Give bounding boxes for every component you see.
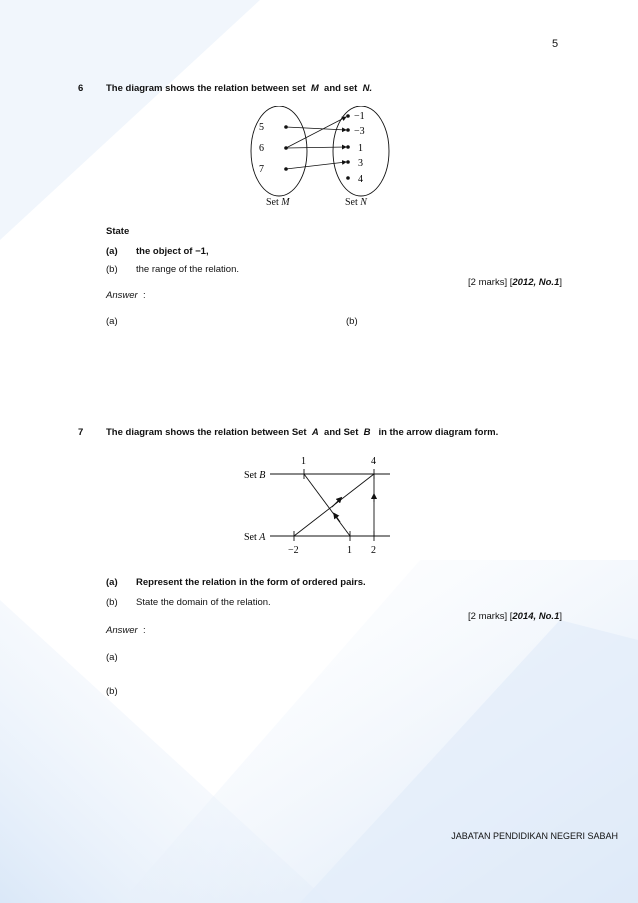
footer: JABATAN PENDIDIKAN NEGERI SABAH <box>451 831 618 841</box>
q7-part-b-label: (b) <box>106 597 118 608</box>
set-m-label: Set M <box>266 197 290 208</box>
set-n-value: 1 <box>358 143 363 154</box>
set-m-value: 5 <box>259 122 264 133</box>
q7-marks: [2 marks] [2014, No.1] <box>468 611 562 622</box>
q6-set-m: M <box>310 83 319 94</box>
q6-part-a-text: the object of −1, <box>136 246 209 257</box>
q7-part-a-text: Represent the relation in the form of ordered pairs. <box>136 577 366 588</box>
set-m-value: 7 <box>259 164 264 175</box>
set-n-label: Set N <box>345 197 367 208</box>
set-m-value: 6 <box>259 143 264 154</box>
question-7-text: The diagram shows the relation between Set A and Set B in the arrow diagram form. <box>106 427 499 438</box>
q6-text-part: The diagram shows the relation between set <box>106 83 306 94</box>
set-b-value: 1 <box>301 456 306 467</box>
question-6-number: 6 <box>78 83 84 94</box>
question-6-text <box>106 83 372 94</box>
q6-text-and: and set <box>324 83 358 94</box>
set-a-value: 2 <box>371 545 376 556</box>
q6-part-b-text: the range of the relation. <box>136 264 239 275</box>
page-number: 5 <box>552 38 559 50</box>
set-b-value: 4 <box>371 456 376 467</box>
question-7-number: 7 <box>78 427 84 438</box>
q6-answer-a: (a) <box>106 316 118 327</box>
set-a-value: 1 <box>347 545 352 556</box>
q7-answer-label: Answer : <box>106 625 146 636</box>
set-b-label: Set B <box>244 470 266 481</box>
q6-state-label: State <box>106 226 130 237</box>
set-n-value: −3 <box>354 126 365 137</box>
set-n-value: 4 <box>358 174 363 185</box>
q6-part-b-label: (b) <box>106 264 118 275</box>
q6-part-a-label: (a) <box>106 246 118 257</box>
set-n-value: 3 <box>358 158 363 169</box>
q7-answer-b: (b) <box>106 686 118 697</box>
q6-answer-label: Answer : <box>106 290 146 301</box>
q6-set-n: N. <box>362 83 373 94</box>
set-a-value: −2 <box>288 545 299 556</box>
q7-answer-a: (a) <box>106 652 118 663</box>
set-a-label: Set A <box>244 532 266 543</box>
q7-part-a-label: (a) <box>106 577 118 588</box>
q7-part-b-text: State the domain of the relation. <box>136 597 271 608</box>
q6-marks: [2 marks] [2012, No.1] <box>468 277 562 288</box>
set-a-b-arrow-diagram <box>240 452 400 562</box>
q6-answer-b: (b) <box>346 316 358 327</box>
set-n-value: −1 <box>354 111 365 122</box>
